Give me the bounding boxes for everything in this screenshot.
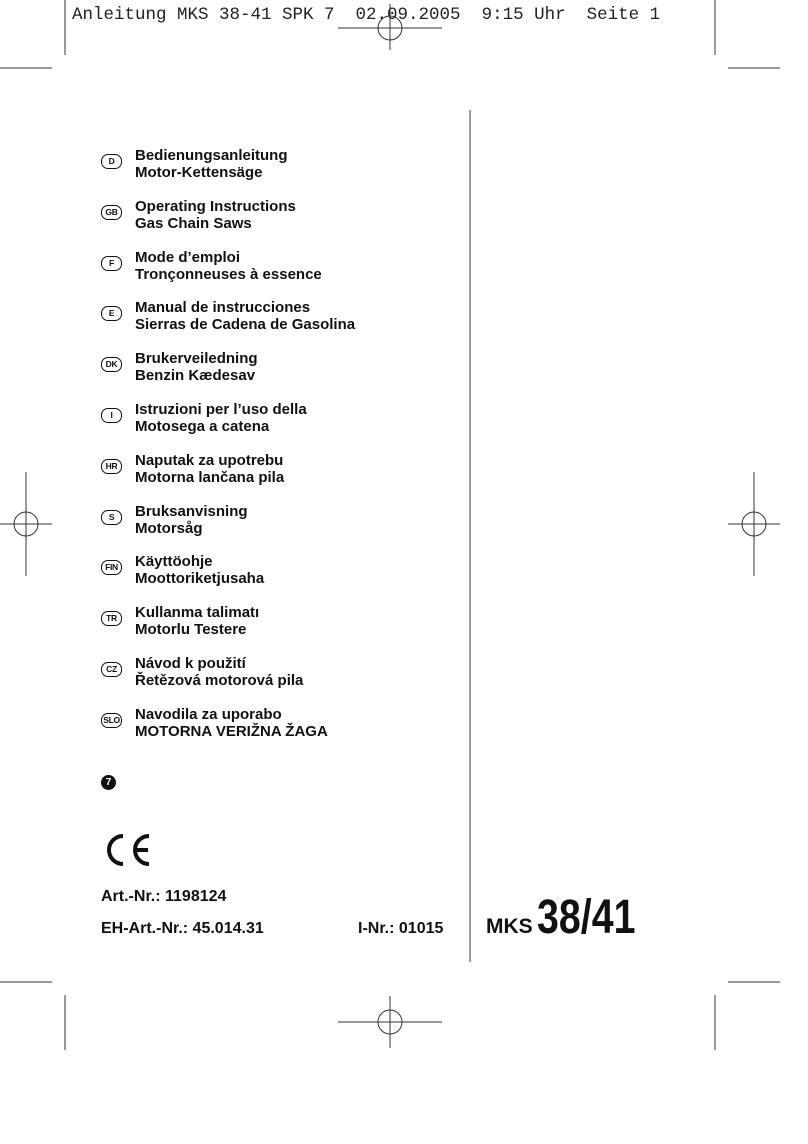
model-prefix: MKS bbox=[486, 915, 533, 938]
country-code-badge: S bbox=[101, 510, 122, 525]
title-line-1: Manual de instrucciones bbox=[135, 299, 311, 317]
title-line-2: Motorsåg bbox=[135, 519, 203, 537]
language-title bbox=[135, 198, 296, 232]
title-line-1: Brukerveiledning bbox=[135, 350, 258, 368]
language-title bbox=[135, 655, 303, 689]
language-title bbox=[135, 604, 259, 638]
title-line-1: Navodila za uporabo bbox=[135, 705, 282, 723]
country-code-badge: TR bbox=[101, 611, 122, 626]
version-badge: 7 bbox=[101, 775, 116, 790]
language-title bbox=[135, 350, 258, 384]
title-line-1: Návod k použití bbox=[135, 655, 246, 672]
title-line-2: MOTORNA VERIŽNA ŽAGA bbox=[135, 722, 328, 740]
language-title bbox=[135, 249, 322, 283]
country-code-badge: FIN bbox=[101, 560, 122, 575]
title-line-2: Řetězová motorová pila bbox=[135, 672, 304, 689]
title-line-2: Motorlu Testere bbox=[135, 621, 247, 639]
language-title bbox=[135, 401, 307, 435]
title-line-2: Gas Chain Saws bbox=[135, 214, 252, 232]
title-line-2: Moottoriketjusaha bbox=[135, 570, 265, 588]
title-line-1: Istruzioni per l’uso della bbox=[135, 401, 307, 418]
country-code-badge: I bbox=[101, 408, 122, 423]
ce-mark bbox=[104, 833, 152, 867]
country-code-badge: GB bbox=[101, 205, 122, 220]
print-header: Anleitung MKS 38-41 SPK 7 02.09.2005 9:15 Uhr Seite 1 bbox=[72, 5, 661, 25]
eh-article-number: EH-Art.-Nr.: 45.014.31 bbox=[101, 920, 264, 937]
title-line-1: Bruksanvisning bbox=[135, 502, 248, 520]
model-number: 38/41 bbox=[536, 891, 636, 944]
i-number: I-Nr.: 01015 bbox=[358, 920, 444, 937]
title-line-2: Tronçonneuses à essence bbox=[135, 265, 322, 283]
language-title bbox=[135, 503, 248, 537]
title-line-2: Motor-Kettensäge bbox=[135, 164, 263, 181]
country-code-badge: F bbox=[101, 256, 122, 271]
title-line-2: Motosega a catena bbox=[135, 418, 270, 435]
model-designation bbox=[486, 890, 657, 945]
title-line-1: Mode d’emploi bbox=[135, 248, 240, 266]
language-title bbox=[135, 706, 328, 740]
title-line-1: Bedienungsanleitung bbox=[135, 147, 288, 164]
title-line-1: Kullanma talimatı bbox=[135, 604, 260, 622]
title-line-2: Motorna lančana pila bbox=[135, 468, 285, 486]
article-number: Art.-Nr.: 1198124 bbox=[101, 888, 227, 905]
language-title bbox=[135, 147, 288, 181]
title-line-2: Benzin Kædesav bbox=[135, 367, 256, 385]
language-title bbox=[135, 452, 284, 486]
title-line-1: Käyttöohje bbox=[135, 553, 213, 571]
language-title bbox=[135, 553, 264, 587]
country-code-badge: D bbox=[101, 154, 122, 169]
country-code-badge: SLO bbox=[101, 713, 122, 728]
language-title bbox=[135, 299, 355, 333]
country-code-badge: E bbox=[101, 306, 122, 321]
country-code-badge: DK bbox=[101, 357, 122, 372]
title-line-2: Sierras de Cadena de Gasolina bbox=[135, 316, 356, 334]
title-line-1: Naputak za upotrebu bbox=[135, 451, 284, 469]
country-code-badge: HR bbox=[101, 459, 122, 474]
title-line-1: Operating Instructions bbox=[135, 197, 296, 215]
country-code-badge: CZ bbox=[101, 662, 122, 677]
